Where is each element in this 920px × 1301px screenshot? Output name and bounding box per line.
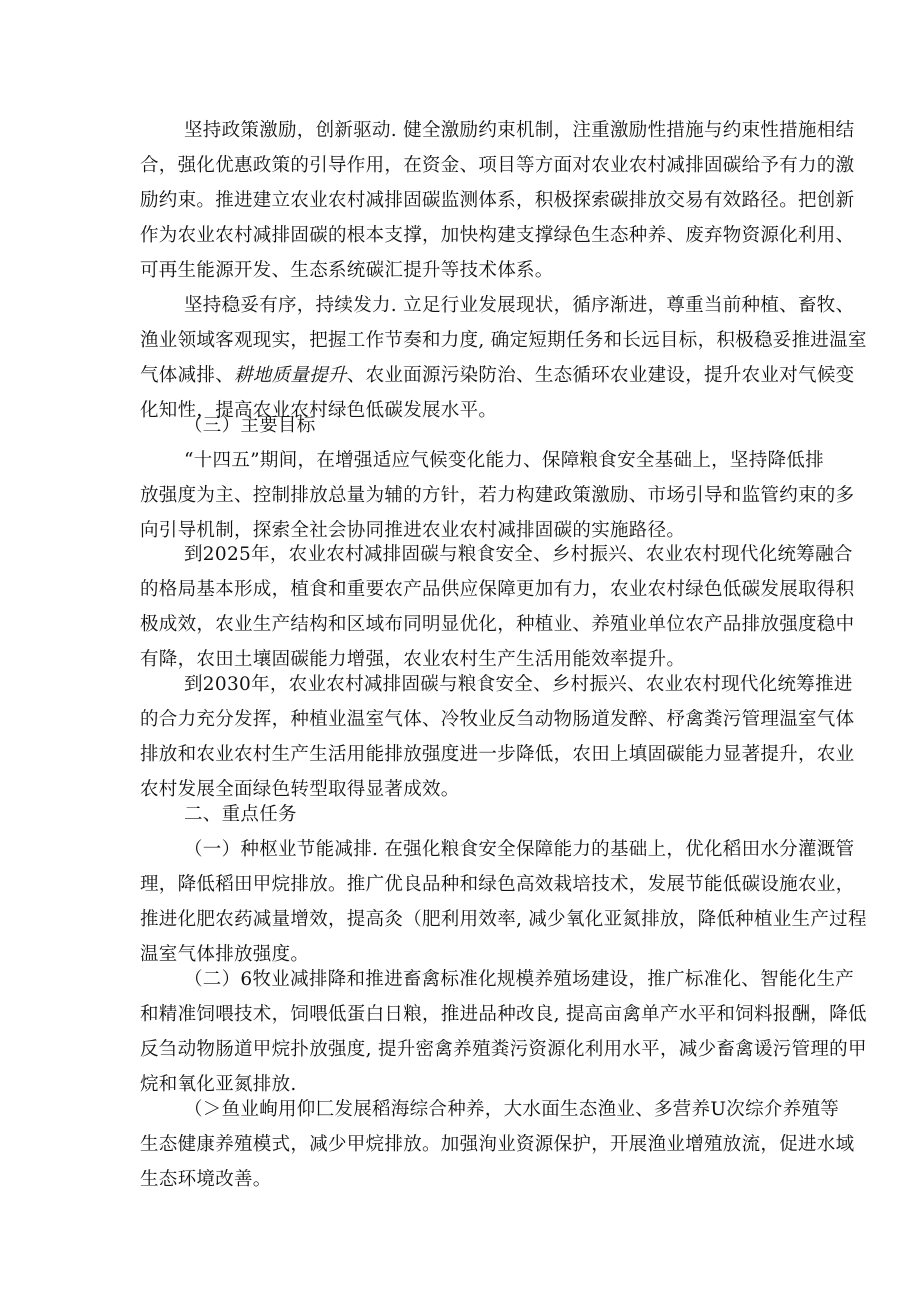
paragraph-steady-progress — [140, 288, 867, 428]
text-line: 渔业领域客观现实，把握工作节奏和力度, 确定短期任务和长远目标，积极稳妥推进温室 — [140, 330, 867, 351]
paragraph-14th-five-year — [140, 443, 855, 548]
italic-text-fragment: 耕地质量提升 — [234, 365, 347, 386]
text-line: 生态健康养殖模式，减少甲烷排放。加强洵业资源保护，开展渔业增殖放流，促进水域 — [140, 1134, 855, 1155]
heading-text: 二、重点任务 — [184, 804, 297, 825]
text-line: 励约束。推进建立农业农村减排固碳监测体系，积极探索碳排放交易有效路径。把创新 — [140, 190, 855, 211]
text-line: 坚持政策激励，创新驱动. 健全激励约束机制，注重激励性措施与约束性措施相结 — [184, 120, 855, 141]
text-line: 到2030年，农业农村减排固碳与粮食安全、乡村振兴、农业农村现代化统筹推进 — [184, 674, 853, 695]
text-line: 合，强化优惠政策的引导作用，在资金、项目等方面对农业农村减排固碳给予有力的激 — [140, 155, 855, 176]
text-line: 极成效，农业生产结构和区域布同明显优化，种植业、养殖业单位农产品排放强度稳中 — [140, 614, 855, 635]
text-line: 放强度为主、控制排放总量为辅的方针，若力构建政策激励、市场引导和监管约束的多 — [140, 485, 855, 506]
text-line: 作为农业农村减排固碳的根本支撑，加快构建支撑绿色生态种养、废弃物资源化利用、 — [140, 225, 855, 246]
paragraph-policy-incentive — [140, 113, 855, 288]
text-line: 推进化肥农药减量增效，提高灸（肥利用效率, 减少氧化亚氮排放，降低种植业生产过程 — [140, 909, 867, 930]
text-fragment: 气体减排、 — [140, 365, 235, 386]
text-line: 反刍动物肠道甲烷扑放强度, 提升密禽养殖粪污资源化利用水平，减少畜禽谖污管理的甲 — [140, 1039, 867, 1060]
text-line: 生态环境改善。 — [140, 1169, 272, 1190]
text-line: （二）6牧业减排降和推进畜禽标准化规模养殖场建设，推广标准化、智能化生产 — [184, 969, 855, 990]
text-line: 和精准饲喂技术，饲喂低蛋白日粮，推进品种改良, 提高亩禽单产水平和饲料报酬，降低 — [140, 1004, 867, 1025]
paragraph-task-planting — [140, 832, 867, 972]
paragraph-2025-goal — [140, 537, 855, 677]
section-heading-key-tasks — [140, 797, 790, 832]
text-line — [140, 358, 855, 393]
paragraph-task-livestock — [140, 962, 867, 1102]
text-line: 烷和氧化亚氮排放. — [140, 1074, 297, 1095]
paragraph-task-fishery — [140, 1092, 855, 1197]
text-line: （一）种枢业节能减排. 在强化粮食安全保障能力的基础上，优化稻田水分灌溉管 — [184, 839, 855, 860]
text-line: 向引导机制，探索全社会协同推进农业农村减排固碳的实施路径。 — [140, 520, 686, 541]
paragraph-2030-goal — [140, 667, 855, 807]
text-line: 温室气体排放强度。 — [140, 944, 310, 965]
text-line: 到2025年，农业农村减排固碳与粮食安全、乡村振兴、农业农村现代化统筹融合 — [184, 544, 853, 565]
text-line: 坚持稳妥有序，持续发力. 立足行业发展现状，循序渐进，尊重当前种植、畜牧、 — [184, 295, 855, 316]
text-line: 的合力充分发挥，种植业温室气体、冷牧业反刍动物肠道发醉、杼禽粪污管理温室气体 — [140, 709, 855, 730]
section-heading-main-goals — [140, 408, 790, 443]
text-line: （＞鱼业峋用仰匚发展稻海综合种养，大水面生态渔业、多营养U次综介养殖等 — [184, 1099, 840, 1120]
text-line: 的格局基本形成，植食和重要农产品供应保障更加有力，农业农村绿色低碳发展取得积 — [140, 579, 855, 600]
text-line: 有降，农田土壤固碳能力增强，农业农村生产生活用能效率提升。 — [140, 649, 686, 670]
text-fragment: 、农业面源污染防治、生态循环农业建设，提升农业对气候变 — [346, 365, 855, 386]
text-line: 农村发展全面绿色转型取得显著成效。 — [140, 779, 460, 800]
heading-text: （三）主要目标 — [184, 415, 316, 436]
text-line: “十四五”期间，在增强适应气候变化能力、保障粮食安全基础上，坚持降低排 — [184, 450, 824, 471]
text-line: 排放和农业农村生产生活用能排放强度进一步降低，农田上填固碳能力显著提升，农业 — [140, 744, 855, 765]
text-line: 理，降低稻田甲烷排放。推广优良品种和绿色高效栽培技术，发展节能低碳设施农业， — [140, 874, 855, 895]
text-line: 可再生能源开发、生态系统碳汇提升等技术体系。 — [140, 260, 554, 281]
text-line: 化知性，提高农业农村绿色低碳发展水平。 — [140, 400, 498, 421]
